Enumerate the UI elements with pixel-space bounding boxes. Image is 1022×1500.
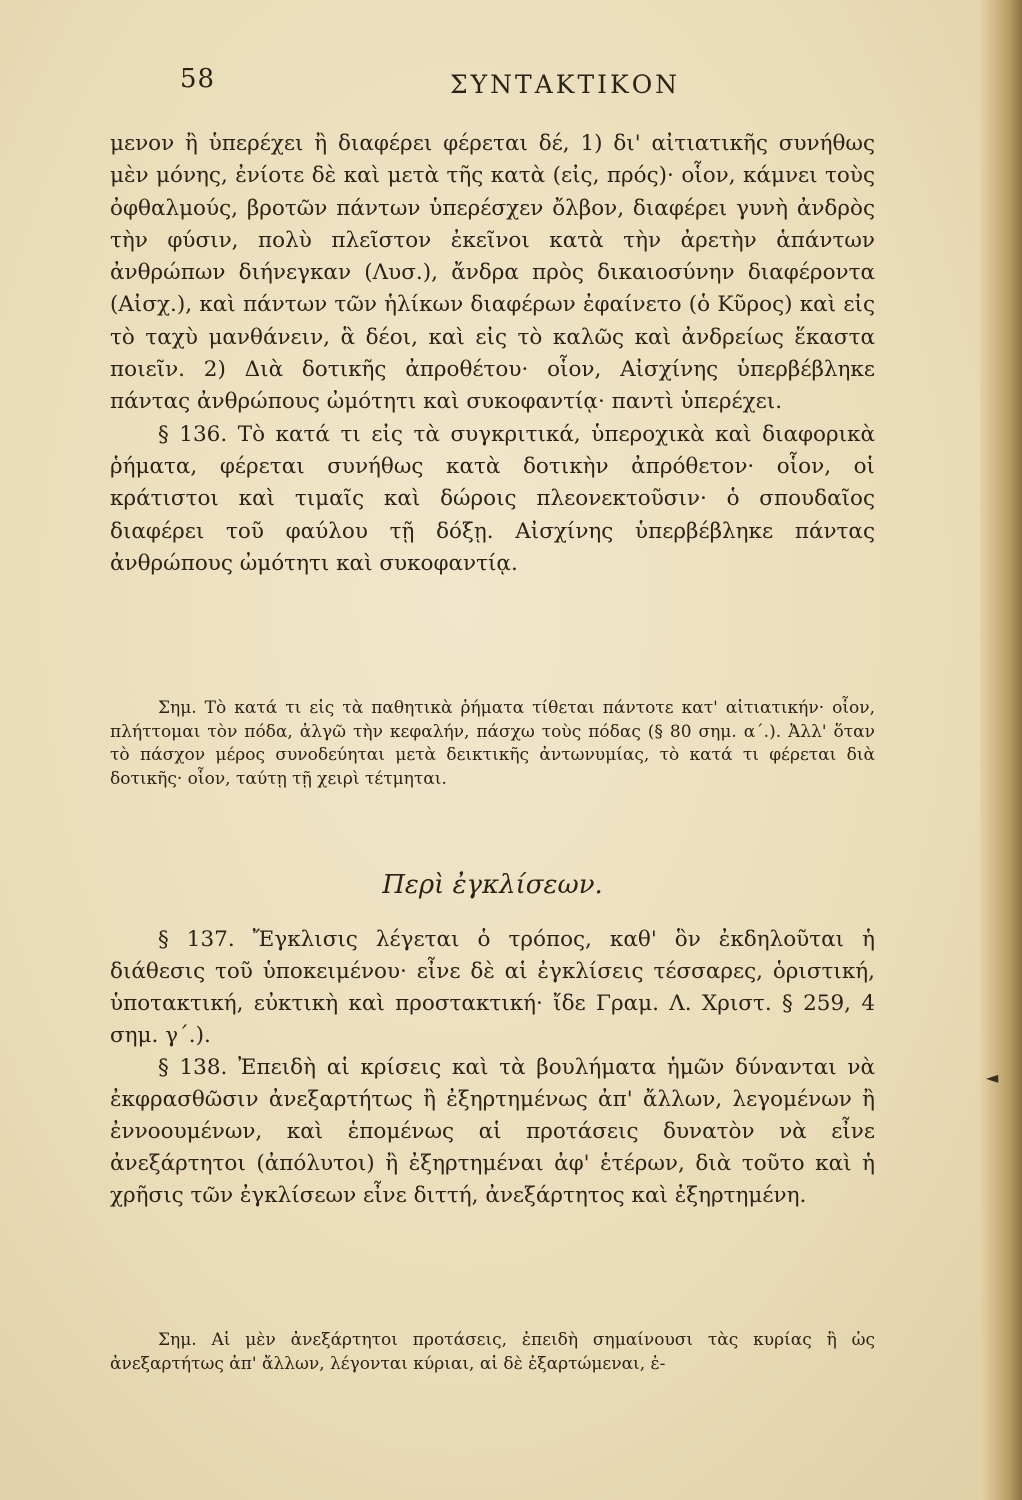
paragraph-1: μενον ἢ ὑπερέχει ἢ διαφέρει φέρεται δέ, 1) δι' αἰτιατικῆς συνήθως μὲν μόνης, ἐνίοτε δὲ καὶ μετὰ τῆς κατὰ (εἰς, πρός)· οἷον, κάμνει τοὺς ὀφθαλμούς, βροτῶν πάντων ὑπερέσχεν ὄλβον, διαφέρει γυνὴ ἀνδρὸς τὴν φύσιν, πολὺ πλεῖστον ἐκεῖνοι κατὰ τὴν ἀρετὴν ἁπάντων ἀνθρώπων διήνεγκαν (Λυσ.), ἄνδρα πρὸς δικαιοσύνην διαφέροντα (Αἰσχ.), καὶ πάντων τῶν ἡλίκων διαφέρων ἐφαίνετο (ὁ Κῦρος) καὶ εἰς τὸ ταχὺ μανθάνειν, ἃ δέοι, καὶ εἰς τὸ καλῶς καὶ ἀνδρείως ἕκαστα ποιεῖν. 2) Διὰ δοτικῆς ἀπροθέτου· οἷον, Αἰσχίνης ὑπερβέβληκε πάντας ἀνθρώπους ὠμότητι καὶ συκοφαντίᾳ· παντὶ ὑπερέχει. bbox=[110, 131, 875, 415]
arrow-left-icon: ◄ bbox=[986, 1068, 999, 1087]
page-edge bbox=[980, 0, 1022, 1500]
running-title: ΣΥΝΤΑΚΤΙΚΟΝ bbox=[450, 70, 681, 99]
paragraph-138: § 138. Ἐπειδὴ αἱ κρίσεις καὶ τὰ βουλήματα ἡμῶν δύνανται νὰ ἐκφρασθῶσιν ἀνεξαρτήτως ἢ ἐξηρτημένως ἀπ' ἄλλων, λεγομένων ἢ ἐννοουμένων, καὶ ἑπομένως αἱ προτάσεις δυνατὸν νὰ εἶνε ἀνεξάρτητοι (ἀπόλυτοι) ἢ ἐξηρτημέναι ἀφ' ἑτέρων, διὰ τοῦτο καὶ ἡ χρῆσις τῶν ἐγκλίσεων εἶνε διττή, ἀνεξάρτητος καὶ ἐξηρτημένη. bbox=[110, 1055, 875, 1208]
paragraph-136: § 136. Τὸ κατά τι εἰς τὰ συγκριτικά, ὑπεροχικὰ καὶ διαφορικὰ ῥήματα, φέρεται συνήθως κατὰ δοτικὴν ἀπρόθετον· οἷον, οἱ κράτιστοι καὶ τιμαῖς καὶ δώροις πλεονεκτοῦσιν· ὁ σπουδαῖος διαφέρει τοῦ φαύλου τῇ δόξῃ. Αἰσχίνης ὑπερβέβληκε πάντας ἀνθρώπους ὠμότητι καὶ συκοφαντίᾳ. bbox=[110, 421, 875, 576]
note-block bbox=[110, 697, 875, 791]
note-2: Σημ. Αἱ μὲν ἀνεξάρτητοι προτάσεις, ἐπειδὴ σημαίνουσι τὰς κυρίας ἢ ὡς ἀνεξαρτήτως ἀπ' ἄλλων, λέγονται κύριαι, αἱ δὲ ἐξαρτώμεναι, ἐ- bbox=[110, 1330, 875, 1374]
note-1: Σημ. Τὸ κατά τι εἰς τὰ παθητικὰ ῥήματα τίθεται πάντοτε κατ' αἰτιατικήν· οἷον, πλήττομαι τὸν πόδα, ἀλγῶ τὴν κεφαλήν, πάσχω τοὺς πόδας (§ 80 σημ. α΄.). Ἀλλ' ὅταν τὸ πάσχον μέρος συνοδεύηται μετὰ δεικτικῆς ἀντωνυμίας, τὸ κατά τι φέρεται διὰ δοτικῆς· οἷον, ταύτῃ τῇ χειρὶ τέτμηται. bbox=[110, 698, 875, 789]
paragraph-137: § 137. Ἔγκλισις λέγεται ὁ τρόπος, καθ' ὃν ἐκδηλοῦται ἡ διάθεσις τοῦ ὑποκειμένου· εἶνε δὲ αἱ ἐγκλίσεις τέσσαρες, ὁριστική, ὑποτακτική, εὐκτικὴ καὶ προστακτική· ἴδε Γραμ. Λ. Χριστ. § 259, 4 σημ. γ΄.). bbox=[110, 927, 875, 1048]
main-text-block-2 bbox=[110, 924, 875, 1212]
section-heading: Περὶ ἐγκλίσεων. bbox=[382, 870, 603, 900]
note-block-2 bbox=[110, 1328, 875, 1376]
page-number: 58 bbox=[180, 64, 216, 94]
main-text-block bbox=[110, 128, 875, 580]
